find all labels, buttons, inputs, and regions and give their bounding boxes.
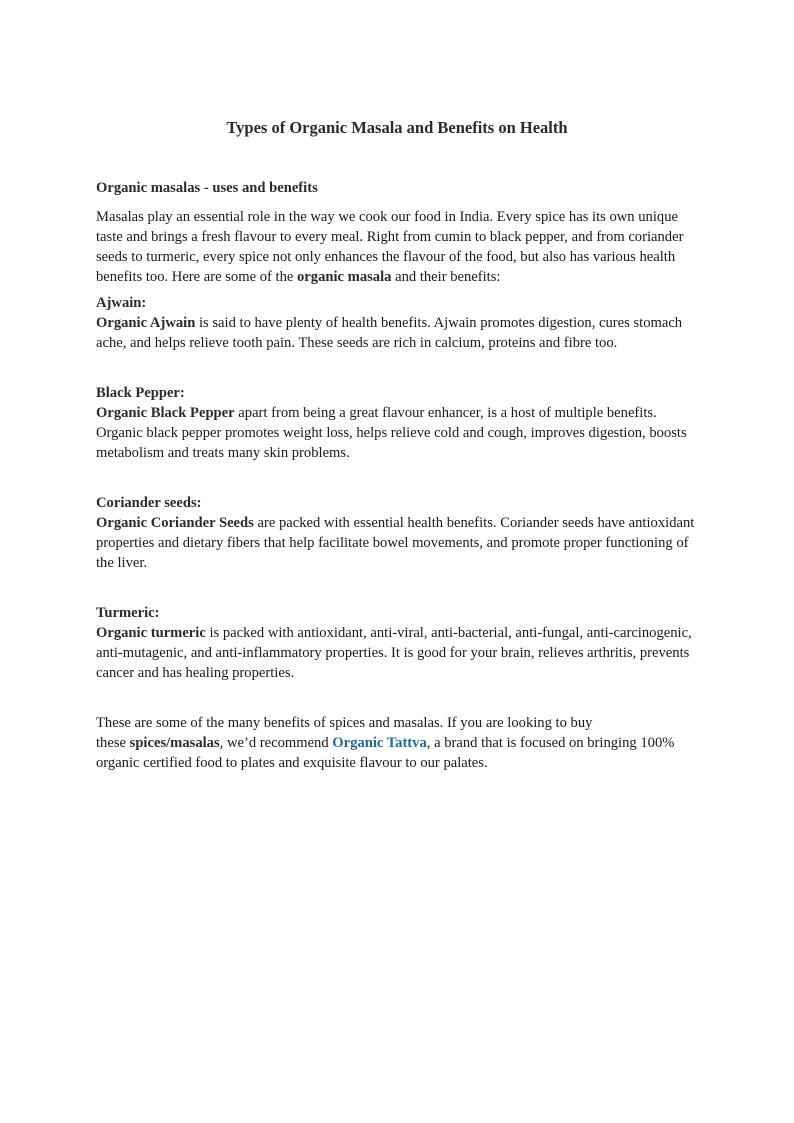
section-paragraph [96,403,702,463]
section-lead: Organic Black Pepper [96,405,235,421]
section-heading: Black Pepper: [96,385,185,401]
section-lead: Organic Coriander Seeds [96,515,254,531]
closing-paragraph [96,713,702,773]
section-heading: Coriander seeds: [96,495,202,511]
closing-end: , a brand that is focused on bringing 100% organic certified food to plates and exquisite flavour to our palates. [96,735,675,771]
intro-text: Masalas play an essential role in the way we cook our food in India. Every spice has its own unique taste and brings a fresh flavour to every meal. Right from cumin to black pepper, and from coriander seeds to turmeric, every spice not only enhances the flavour of the food, but also has various health benefits too. Here are some of the [96,209,684,285]
section-lead: Organic turmeric [96,625,206,641]
closing-line-1: These are some of the many benefits of spices and masalas. If you are looking to buy [96,715,593,731]
organic-tattva-link[interactable]: Organic Tattva [332,735,427,751]
page-title: Types of Organic Masala and Benefits on Health [226,118,568,137]
section-paragraph [96,313,702,353]
closing-pre: these [96,735,130,751]
section-coriander-seeds [96,493,702,573]
section-text: are packed with essential health benefits. Coriander seeds have antioxidant properties and dietary fibers that help facilitate bowel movements, and promote proper functioning of the liver. [96,515,695,571]
section-lead: Organic Ajwain [96,315,196,331]
section-text: is packed with antioxidant, anti-viral, anti-bacterial, anti-fungal, anti-carcinogenic, anti-mutagenic, and anti-inflammatory properties. It is good for your brain, relieves arthritis, prevents cancer and has healing properties. [96,625,692,681]
closing-line-2 [96,733,702,773]
section-text: is said to have plenty of health benefits. Ajwain promotes digestion, cures stomach ache, and helps relieve tooth pain. These seeds are rich in calcium, proteins and fibre too. [96,315,683,351]
section-paragraph [96,623,702,683]
section-text: apart from being a great flavour enhancer, is a host of multiple benefits. Organic black pepper promotes weight loss, helps relieve cold and cough, improves digestion, boosts metabolism and treats many skin problems. [96,405,687,461]
intro-end: and their benefits: [391,269,501,285]
section-black-pepper [96,383,702,463]
section-heading: Ajwain: [96,295,147,311]
closing-mid: , we’d recommend [219,735,333,751]
intro-paragraph [96,207,702,287]
section-ajwain [96,293,702,353]
section-turmeric [96,603,702,683]
section-subheading: Organic masalas - uses and benefits [96,180,318,196]
closing-bold-term: spices/masalas [129,735,220,751]
intro-bold-term: organic masala [297,269,392,285]
document-body [96,178,702,773]
section-heading: Turmeric: [96,605,160,621]
section-paragraph [96,513,702,573]
